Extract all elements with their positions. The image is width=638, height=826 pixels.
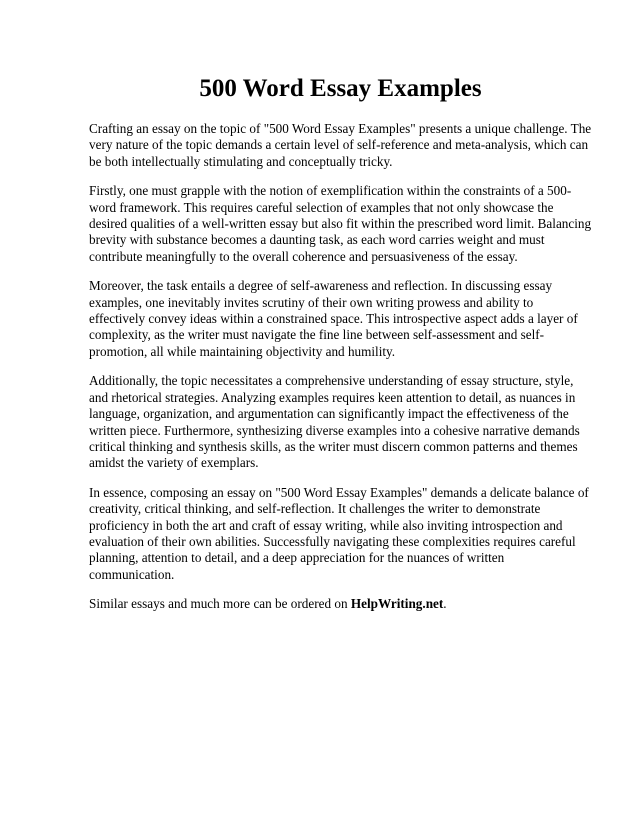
closing-suffix: . xyxy=(443,596,447,612)
paragraph-1: Crafting an essay on the topic of "500 Word Essay Examples" presents a unique challenge. The very nature of the topic demands a certain level of self-reference and meta-analysis, which can be both intellectually stimulating and conceptually tricky. xyxy=(89,121,592,169)
helpwriting-link[interactable]: HelpWriting.net xyxy=(350,596,444,612)
closing-line xyxy=(89,596,592,612)
paragraph-3: Moreover, the task entails a degree of self-awareness and reflection. In discussing essay examples, one inevitably invites scrutiny of their own writing prowess and ability to effectively convey ideas within a constrained space. This introspective aspect adds a layer of complexity, as the writer must navigate the fine line between self-assessment and self-promotion, all while maintaining objectivity and humility. xyxy=(89,278,578,359)
paragraph-2: Firstly, one must grapple with the notion of exemplification within the constraints of a 500-word framework. This requires careful selection of examples that not only showcase the desired qualities of a well-written essay but also fit within the prescribed word limit. Balancing brevity with substance becomes a daunting task, as each word carries weight and must contribute meaningfully to the overall coherence and persuasiveness of the essay. xyxy=(89,183,592,264)
page-title: 500 Word Essay Examples xyxy=(199,75,482,102)
closing-prefix: Similar essays and much more can be ordered on xyxy=(89,596,351,612)
paragraph-4: Additionally, the topic necessitates a comprehensive understanding of essay structure, style, and rhetorical strategies. Analyzing examples requires keen attention to detail, as nuances in language, organization, and argumentation can significantly impact the effectiveness of the written piece. Furthermore, synthesizing diverse examples into a cohesive narrative demands critical thinking and synthesis skills, as the writer must discern common patterns and themes amidst the variety of exemplars. xyxy=(89,373,580,471)
paragraph-5: In essence, composing an essay on "500 Word Essay Examples" demands a delicate balance of creativity, critical thinking, and self-reflection. It challenges the writer to demonstrate proficiency in both the art and craft of essay writing, while also inviting introspection and evaluation of their own abilities. Successfully navigating these complexities requires careful planning, attention to detail, and a deep appreciation for the nuances of written communication. xyxy=(89,484,589,582)
